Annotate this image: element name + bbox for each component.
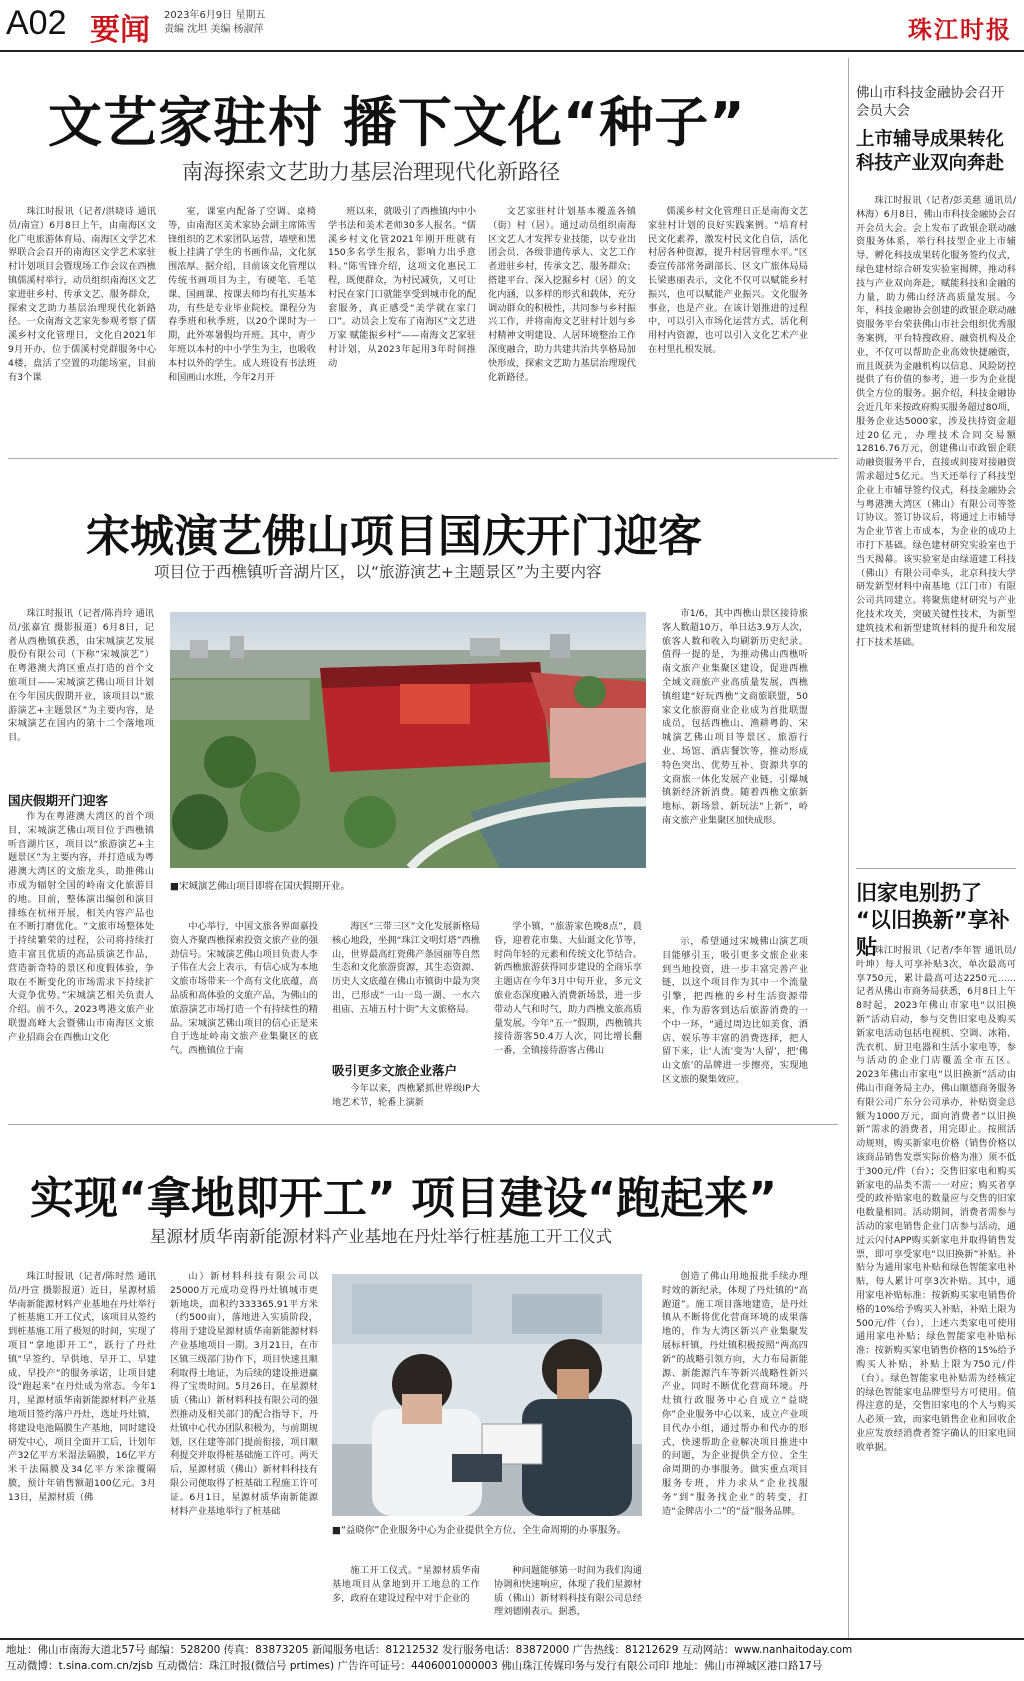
story2-photo [170,612,646,868]
story2-subheadline: 项目位于西樵镇听音湖片区，以“旅游演艺+主题景区”为主要内容 [154,563,602,581]
page-header [0,0,1024,52]
footer-line1: 地址：佛山市南海大道北57号 邮编：528200 传真：83873205 新闻服务电话：81212532 发行服务电话：83872000 广告热线：81212629 互动网站：www.nanhaitoday.com [6,1644,853,1656]
story2-subhead-holiday: 国庆假期开门迎客 [8,793,109,808]
story3-col3: 施工开工仪式。“星源材质华南基地项目从拿地到开工地总的工作多，政府在建设过程中对于企业的 [332,1565,480,1604]
issue-date: 2023年6月9日 星期五 [164,10,266,21]
story3-col5: 创造了佛山用地报批手续办理时效的新纪录，体现了丹灶镇的“高跑道”。施工项目落地建造，是丹灶镇从不断将优化营商环境的成果落地的，作为大湾区新兴产业集聚发展标杆镇，丹灶镇积极按照“两高四新”的战略引领方向，大力布局新能源、新能源汽车等新兴战略性新兴产业，同时不断优化营商环境。丹灶镇行政服务中心自成立“益晓你”企业服务中心以来，成立产业项目代办小组，通过帮办和代办的形式，快速帮助企业解决项目推进中的问题，为企业提供全方位、全生命周期的办事服务。做实重点项目服务专班，并力求从“企业找服务”到“服务找企业”的转变，打造“金牌店小二”的“益”服务品牌。 [662,1271,808,1517]
story-divider [8,1124,838,1125]
story2-col2: 中心举行，中国文旅各界面嘉投资人齐聚西樵探索投资文旅产业的强劲信号。宋城演艺佛山项目负责人李子伟在大会上表示，有信心成为本地文旅市场带来一个高有文化底蕴，高品质和高体验的文旅产品，为佛山的旅游演艺市场打造一个有持续性的精品。宋城演艺佛山项目的信心正是来自于选址岭南文旅产业集聚区的底气。西樵镇位于南 [170,921,318,1057]
story2-col-right: 市1/6，其中西樵山景区接待旅客人数超10万，单日达3.9万人次，旅客人数和收入均刷新历史纪录。值得一提的是，为推动佛山西樵听南文旅产业集聚区建设，促进西樵全域文商旅产业高质量发展，西樵镇组建“好玩西樵”文商旅联盟，50家文化旅游商业企业成为首批联盟成员，包括西樵山、渔耕粤韵、宋城演艺佛山项目等景区、旅游行业、场馆、酒店餐饮等，推动形成特色突出、优势互补、资源共享的文商旅一体化发展产业链，引爆城镇新经济新消费。随着西樵文旅新地标、新场景、新玩法“上新”，岭南文旅产业集聚区加快成形。 [662,608,808,826]
sidebar-divider [856,868,1016,869]
story2-col3: 海区“三带三区”文化发展新格局核心地段，坐拥“珠江文明灯塔”西樵山，世界最高红瓷佛产条园丽等自然生态和文化旅游资源，其生态资源、历史人文底蕴在佛山市镇街中最为突出，已形成“一山一岛一湖、一水六祖庙、五埔五村十街”大文旅格局。 [332,921,480,1015]
story2-col-left: 作为在粤港澳大湾区的首个项目，宋城演艺佛山项目位于西樵镇听音湖片区，项目以“旅游演艺+主题景区”为主要内容，并打造成为粤港澳大湾区的文旅龙头，助推佛山市成为辐射全国的岭南文化旅游目的地。目前，整体演出编创和演目排练在杭州开展，相关内容产品也在不断打磨优化。“文旅市场整体处于持续繁荣的过程，公司将持续打造丰富且优质的高品质演艺作品，营造新奇特的景区和度假体验，争取在不断变化的市场需求下持续扩大竞争优势。”宋城演艺相关负责人介绍。前不久，2023粤港文旅产业联盟高峰大会暨佛山市南海区文旅产业招商会在西樵山文化 [8,811,154,1043]
story3-photo-caption: ■“益晓你”企业服务中心为企业提供全方位、全生命周期的办事服务。 [332,1525,627,1536]
story2-col4: 学小镇，“旅游家色晚8点”，晨昏，迎着花市集、大仙诞文化节等，时尚年轻的元素和传统文化节结合。新西樵旅游获得同步建设的全商乐享主题店在今年3月中旬开业，多元文旅业态深度融入消费新场景，进一步带动人气和时气，助力西樵文旅高质量发展。今年“五一”假期，西樵镇共接待游客50.4万人次，同比增长翻一番，全镇接待游客占佛山 [494,921,642,1057]
footer-rule [0,1638,1024,1640]
story2-lead: 珠江时报讯（记者/陈肖玲 通讯员/张嘉宜 摄影报道）6月8日，记者从西樵镇获悉，由宋城演艺发展股份有限公司（下称“宋城演艺”）在粤港澳大湾区重点打造的首个文旅项目——宋城演艺佛山项目计划在今年国庆假期开业，该项目以“旅游演艺+主题景区”为主要内容，是宋城演艺在国内的第十二个落地项目。 [8,608,154,744]
footer-line2: 互动微博：t.sina.com.cn/zjsb 互动微信：珠江时报(微信号 prtimes) 广告许可证号：4406001000003 佛山珠江传媒印务与发行有限公司印 地址：佛山市禅城区港口路17号 [6,1660,823,1672]
story1-col5: 儒溪乡村文化管理日正是南海文艺家驻村计划的良好实践案例。“培育村民文化素养，激发村民文化自信，活化村居各种资源，提升村居管理水平。”区委宣传部常务副部长、区文广旅体局局长梁惠丽表示，文化不仅可以赋能乡村振兴，也可以赋能产业振兴。文化服务事业，也是产业。在该计划推进的过程中，可以引入市场化运营方式，活化利用村内资源，也可以引入文化艺术产业在村里扎根发展。 [648,206,808,355]
story3-photo [332,1274,642,1516]
story3-col4: 种问题能够第一时间为我们沟通协调和快速响应，体现了我们星源材质（佛山）新材料科技有限公司总经理刘德刚表示。据悉， [494,1565,642,1618]
story1-col2: 室，课室内配备了空调、桌椅等，由南海区美术家协会副主席陈雪锋组织的艺术家团队运营，墙壁和黑板上挂满了学生的书画作品，文化氛围浓厚。据介绍，目前该文化管理以传统书画项目为主，有硬笔、毛笔课、国画课、按课去师均有扎实基本功，有些是专业毕业院校。课程分为春季班和秋季班，以20个课时为一期，此外寒暑假均开班。其中，青少年班以本村的中小学生为主，也吸收本村以外的学生。成人班设有书法班和国画山水班，今年2月开 [168,206,316,383]
service-counter-photo [332,1274,642,1516]
dateline [164,9,265,37]
footer [6,1642,1018,1674]
column-divider [848,58,849,1638]
editors-credit: 责编 沈坦 美编 杨淑萍 [164,24,264,35]
page-number: A02 [6,4,67,42]
story3-col2: 山）新材料科技有限公司以25000万元成功竞得丹灶镇城市更新地块，面积约333365.91平方米（约500亩），落地进入实质阶段，将用于建设星源材质华南新能源材料产业基地项目一期。3月21日，在市区镇三级部门协作下，项目快速且顺利取得土地证，为后续的建设推进赢得了宝贵时间。5月26日，在星源材质（佛山）新材料科技有限公司的强烈推动及相关部门的配合指导下，丹灶镇中心代办团队积极为，与前期规划，区住建等部门提前衔接，项目顺利提交并取得桩基础施工许可。两天后，星源材质（佛山）新材料科技有限公司便取得了桩基础工程施工许可证。6月1日，星源材质华南新能源材料产业基地举行了桩基础 [170,1271,318,1517]
story1-col3: 班以来，就吸引了西樵镇内中小学书法和美术老师30多人报名。“儒溪乡村文化管2021年刚开班就有150多名学生报名，影响力出乎意料。”陈雪锋介绍，这项文化惠民工程，既便群众，为村民减负，又可让村民在家门口就能享受到城市化的配套服务，真正感受“美学就在家门口”。动员会上发布了南海区“文艺进万家 赋能振乡村”——南海文艺家驻村计划，从2023年起用3年时间推动 [328,206,476,369]
paper-logo: 珠江时报 [908,15,1012,44]
section-name: 要闻 [90,13,150,48]
sidebar2-body: 珠江时报讯（记者/李年智 通讯员/叶坤）每人可享补贴3次，单次最高可享750元，累计最高可达2250元……记者从佛山市商务局获悉，6月8日上午8时起，2023年佛山市家电“以旧换新”活动启动，参与交售旧家电及购买新家电活动包括电视机、空调、冰箱、洗衣机、厨卫电器和生活小家电等，参与活动的企业门店覆盖全市五区。2023年佛山市家电“以旧换新”活动由佛山市商务局主办，佛山顺德商务服务有限公司广东分公司承办，补贴资金总额为1000万元，面向消费者“以旧换新”需求的消费者，用完即止。按照活动规则，购买新家电价格（销售价格以该商品销售发票实际价格为准）须不低于300元/件（台）；交售旧家电和购买新家电的品类不需一一对应；购买者享受的政补贴家电的数量应与交售的旧家电数量相同。活动期间，消费者需参与活动的家电销售企业门店参与活动，通过云闪付APP购买新家电并取得销售发票，即可享受家电“以旧换新”补贴。补贴分为通用家电补贴和绿色智能家电补贴，每人累计可享3次补贴。其中，通用家电补贴标准：按新购买家电销售价格的10%给予购买人补贴，补贴上限为500元/件（台），上述六类家电可使用通用家电补贴；绿色智能家电补贴标准：按新购买家电销售价格的15%给予购买人补贴，补贴上限为750元/件（台）。绿色智能家电补贴需为经核定的绿色智能家电品牌型号方可使用。值得注意的是，交售旧家电的个人与购买人必须一致，而家电销售企业和回收企业应发放经消费者签字确认的旧家电回收单据。 [856,945,1016,1453]
story3-headline: 实现“拿地即开工” 项目建设“跑起来” [30,1173,777,1224]
story1-headline: 文艺家驻村 播下文化“种子” [48,91,746,154]
story2-subhead-attract: 吸引更多文旅企业落户 [332,1063,458,1078]
story1-subheadline: 南海探索文艺助力基层治理现代化新路径 [182,160,560,184]
story2-photo-caption: ■宋城演艺佛山项目即将在国庆假期开业。 [170,881,350,892]
story3-col1: 珠江时报讯（记者/陈时然 通讯员/丹宣 摄影报道）近日，星源材质华南新能源材料产业基地在丹灶举行了桩基施工开工仪式，该项目从签约到桩基施工用了极短的时间，实现了项目“拿地即开工”，跃行了丹灶镇“早签约、早供地、早开工、早建成、早投产”的服务承诺，让项目建设“跑起来”在丹灶成为常态。今年1月，星源材质华南新能源材料产业基地项目签约落户丹灶，选址丹灶镇，将建设电池隔膜生产基地，同时建设研发中心，项目全面开工后，计划年产32亿平方米湿法隔膜，16亿平方米干法隔膜及34亿平方米涂覆隔膜，预计年销售额超100亿元。3月13日，星源材质（佛 [8,1271,156,1503]
sidebar1-headline: 上市辅导成果转化 科技产业双向奔赴 [856,129,1005,174]
story3-subheadline: 星源材质华南新能源材料产业基地在丹灶举行桩基施工开工仪式 [150,1227,612,1246]
story2-col3b: 今年以来，西樵紧抓世界级IP大地艺术节，轮番上演新 [332,1083,480,1108]
sidebar2-headline: 旧家电别扔了 “以旧换新”享补贴 [856,881,1010,959]
story-divider [8,458,838,459]
story2-headline: 宋城演艺佛山项目国庆开门迎客 [86,511,702,562]
story1-col4: 文艺家驻村计划基本覆盖各镇（街）村（居）。通过动员组织南海区文艺人才发挥专业技能，以专业出团会员、各级非遗传承人、文艺工作者进驻乡村，传承文艺、服务群众；搭建平台、深入挖掘乡村（居）的文化内涵，以多样的形式和载体，充分调动群众的积极性，共同参与乡村振兴工作，并将南海文艺驻村计划与乡村精神文明建设、人居环境整治工作深度融合，助力共建共治共享格局加快形成，探索文艺助力基层治理现代化新路径。 [488,206,636,383]
story1-col1: 珠江时报讯（记者/洪晓诗 通讯员/南宣）6月8日上午，由南海区文化广电旅游体育局、南海区文学艺术界联合会召开的南海区文学艺术家驻村计划项目会暨现场工作会议在西樵镇儒溪村举行，动员组织南海区文艺家进驻乡村、传承文艺、服务群众，探索文艺助力基层治理现代化新路径。一众南海文艺家先参观考察了儒溪乡村文化管理日，文化自2021年9月开办，位于儒溪村党群服务中心4楼，盘活了空置的功能场室，目前有3个课 [8,206,156,383]
aerial-resort-photo [170,612,646,868]
sidebar1-body: 珠江时报讯（记者/彭美慈 通讯员/林海）6月8日，佛山市科技金融协会召开会员大会。会上发布了政银企联动融资服务体系，举行科技型企业上市辅导、孵化科技成果转化服务签约仪式，绿色建材综合研发实验室揭牌，推动科技与产业双向奔赴，赋能科技和金融的力量，助力佛山经济高质量发展。今年，科技金融协会创建的政银企联动融资服务平台荣获佛山市社会组织优秀服务案例，平台特搜政府、融资机构及企业，不仅可以帮助企业高效快捷融资，而且既获为金融机构以信息、风险防控提供了有价值的参考，进一步为企业提供全方位的服务。据介绍，科技金融协会近几年来按政府购买服务超过80项，服务企业达5000家，涉及扶持资金超过20亿元，办理技术合同交易额12816.76万元，创建佛山市政银企联动融资服务平台，直接或间接对接融资需求超过5亿元。当天还举行了科技型企业上市辅导签约仪式，科技金融协会与粤港澳大湾区（佛山）有限公司等签订协议。签订协议后，将通过上市辅导为企业节省上市成本，为企业的成功上市打下基础。绿色建材研究实验室也于当天揭幕。该实验室是由绿道建工科技（佛山）有限公司牵头，北京科技大学研发新型材料中南基地（江门市）有限公司共同建立。将聚焦建材研究与产业化技术攻关，突破关键性技术，为新型建筑技术和新型建筑材料的提升和发展打下技术基础。 [856,195,1016,648]
sidebar1-kicker: 佛山市科技金融协会召开会员大会 [856,85,1005,119]
story2-col5: 示，希望通过宋城佛山演艺项目能够引玉，吸引更多文旅企业来到当地投资，进一步丰富完善产业链，以这个项目作为其中一个流量引擎，把西樵的乡村生活资源带来，作为游客到达后旅游消费的一个中一环，“通过周边比如美食、酒店、娱乐等丰富的消费选择，把人留下来，让‘人流’变为‘人留’，把‘佛山文旅’的品牌进一步擦亮，实现地区文旅的聚集效应。 [662,936,808,1085]
